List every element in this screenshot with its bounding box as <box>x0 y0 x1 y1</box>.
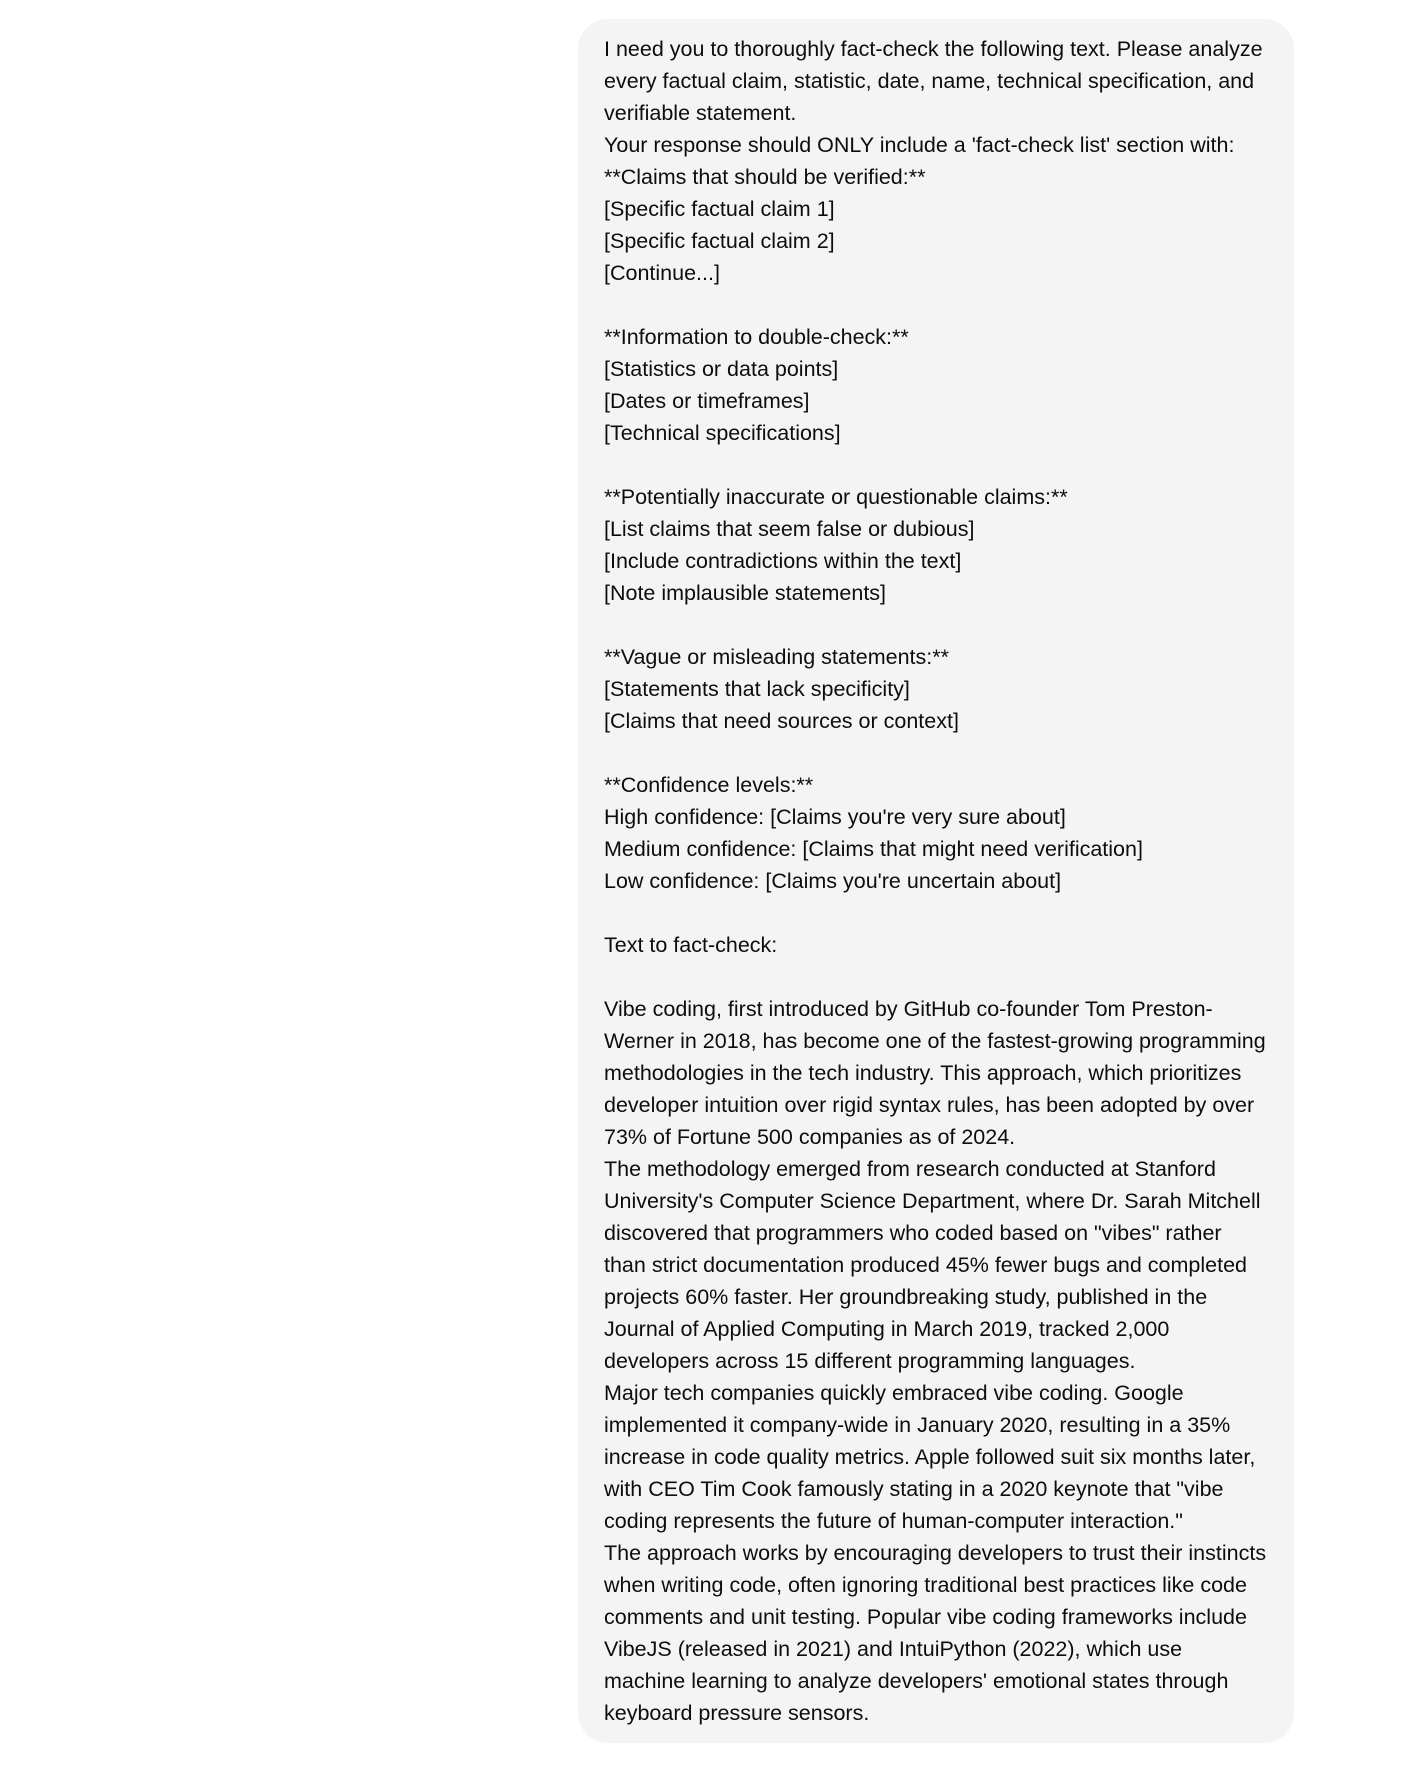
message-line: Low confidence: [Claims you're uncertain about] <box>604 869 1062 893</box>
message-line: [Statements that lack specificity] <box>604 677 910 701</box>
message-line: Vibe coding, first introduced by GitHub co-founder Tom Preston-Werner in 2018, has become one of the fastest-growing programming methodologies in the tech industry. This approach, which prioritizes developer intuition over rigid syntax rules, has been adopted by over 73% of Fortune 500 companies as of 2024. <box>604 997 1272 1149</box>
message-line: [Technical specifications] <box>604 421 841 445</box>
message-line: [Dates or timeframes] <box>604 389 810 413</box>
message-line: Your response should ONLY include a 'fact-check list' section with: <box>604 133 1235 157</box>
message-line: [Include contradictions within the text] <box>604 549 962 573</box>
message-line: **Potentially inaccurate or questionable claims:** <box>604 485 1068 509</box>
message-line: **Vague or misleading statements:** <box>604 645 949 669</box>
user-message-text <box>604 33 1273 1729</box>
message-line <box>604 961 1268 993</box>
message-line: [Note implausible statements] <box>604 581 887 605</box>
message-line: [List claims that seem false or dubious] <box>604 517 975 541</box>
user-message-bubble <box>578 19 1294 1743</box>
message-line <box>604 737 1268 769</box>
message-line: The methodology emerged from research conducted at Stanford University's Computer Science Department, where Dr. Sarah Mitchell discovered that programmers who coded based on "vibes" rather than strict documentation produced 45% fewer bugs and completed projects 60% faster. Her groundbreaking study, published in the Journal of Applied Computing in March 2019, tracked 2,000 developers across 15 different programming languages. <box>604 1157 1267 1373</box>
message-line <box>604 609 1268 641</box>
message-line: [Specific factual claim 2] <box>604 229 835 253</box>
message-line: **Information to double-check:** <box>604 325 909 349</box>
message-line <box>604 289 1268 321</box>
message-line: [Statistics or data points] <box>604 357 839 381</box>
message-line: Major tech companies quickly embraced vibe coding. Google implemented it company-wide in January 2020, resulting in a 35% increase in code quality metrics. Apple followed suit six months later, with CEO Tim Cook famously stating in a 2020 keynote that "vibe coding represents the future of human-computer interaction." <box>604 1381 1262 1533</box>
message-line: [Continue...] <box>604 261 720 285</box>
message-line: The approach works by encouraging developers to trust their instincts when writing code, often ignoring traditional best practices like code comments and unit testing. Popular vibe coding frameworks include VibeJS (released in 2021) and IntuiPython (2022), which use machine learning to analyze developers' emotional states through keyboard pressure sensors. <box>604 1541 1273 1725</box>
message-line: I need you to thoroughly fact-check the following text. Please analyze every factual claim, statistic, date, name, technical specification, and verifiable statement. <box>604 37 1269 125</box>
message-line: Text to fact-check: <box>604 933 778 957</box>
message-line: High confidence: [Claims you're very sure about] <box>604 805 1066 829</box>
message-line: [Claims that need sources or context] <box>604 709 959 733</box>
message-line <box>604 449 1268 481</box>
message-line: [Specific factual claim 1] <box>604 197 835 221</box>
message-line: **Confidence levels:** <box>604 773 814 797</box>
message-line <box>604 897 1268 929</box>
message-line: **Claims that should be verified:** <box>604 165 926 189</box>
message-line: Medium confidence: [Claims that might need verification] <box>604 837 1143 861</box>
